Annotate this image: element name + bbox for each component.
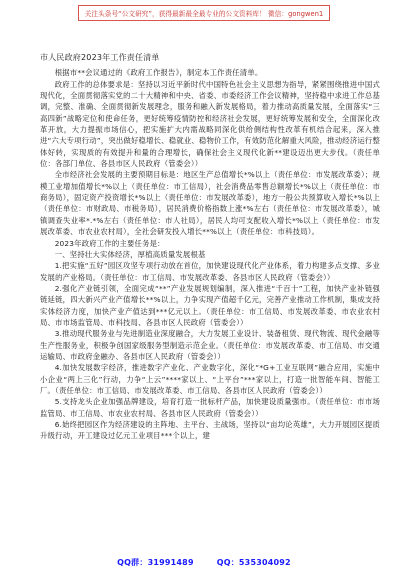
document-body (40, 52, 380, 442)
footer-qq-group: QQ群：31991489 (117, 558, 194, 567)
paragraph: 1.把实施“五好”园区攻坚专项行动放在首位，加快建设现代化产业体系，着力构建多点支撑、多业发展的产业格局。（责任单位：市工信局、市发展改革委、各县市区人民政府（管委会）） (40, 261, 380, 282)
section-heading: 一、坚持壮大实体经济，厚植高质量发展根基 (54, 249, 206, 259)
paragraph: 6.始终把园区作为经济建设的主阵地、主平台、主战场，坚持以“亩均论英雄”，大力开展园区提质升级行动，开工建设过亿元工业项目***个以上，建 (40, 420, 380, 441)
paragraph: 4.加快发展数字经济，推进数字产业化、产业数字化，深化“*G+工业互联网”融合应用，实施中小企业“两上三化”行动，力争“上云”****家以上、“上平台”***家以上，打造一批智能车间、智能工厂。（责任单位：市工信局、市发展改革委、市工信局、各县市区人民政府（管委会）） (40, 363, 380, 395)
document-title: 市人民政府2023年工作责任清单 (40, 53, 160, 62)
top-banner (0, 2, 408, 24)
footer-qq: QQ：535304092 (216, 558, 291, 567)
paragraph: 全市经济社会发展的主要预期目标是：地区生产总值增长*%以上（责任单位：市发展改革委）；规模工业增加值增长*%以上（责任单位：市工信局），社会消费品零售总额增长*%以上（责任单位：市商务局），固定资产投资增长*%以上（责任单位：市发展改革委），地方一般公共预算收入增长*%以上（责任单位：市财政局、市税务局），居民消费价格指数上涨*%左右（责任单位：市发展改革委），城镇调查失业率*.*%左右（责任单位：市人社局），居民人均可支配收入增长*%以上（责任单位：市发展改革委、市农业农村局），全社会研发投入增长**%以上（责任单位：市科技局）。 (40, 170, 380, 237)
banner-text: 关注头条号“公文研究”，获得最新最全最专业的公文资料库！ 微信：gongwen1 (78, 5, 331, 21)
paragraph: 根据市**会议通过的《政府工作报告》，制定本工作责任清单。 (54, 68, 263, 78)
paragraph: 3.推动现代服务业与先进制造业深度融合，大力发展工业设计、装备租赁、现代物流、现代金融等生产性服务业，积极争创国家级服务型制造示范企业。（责任单位：市发展改革委、市工信局、市交通运输局、市政府金融办、各县市区人民政府（管委会）） (40, 329, 380, 361)
paragraph: 政府工作的总体要求是：坚持以习近平新时代中国特色社会主义思想为指导，紧紧围绕推进中国式现代化，全面贯彻落实党的二十大精神和中央、省委、市委经济工作会议精神，坚持稳中求进工作总基调，完整、准确、全面贯彻新发展理念，服务和融入新发展格局，着力推动高质量发展，全面落实“三高四新”战略定位和使命任务，更好统筹疫情防控和经济社会发展，更好统筹发展和安全，全面深化改革开放，大力提振市场信心，把实施扩大内需战略同深化供给侧结构性改革有机结合起来，深入推进“六大专项行动”，突出做好稳增长、稳就业、稳物价工作，有效防范化解重大风险，推动经济运行整体好转，实现质的有效提升和量的合理增长，确保社会主义现代化新**建设迈出更大步伐。（责任单位：各部门单位、各县市区人民政府（管委会）） (40, 79, 380, 169)
paragraph: 5.支持龙头企业加强品牌建设，培育打造一批标杆产品，加快建设质量强市。（责任单位：市市场监管局、市工信局、市农业农村局、各县市区人民政府（管委会）） (40, 397, 380, 418)
paragraph: 2.强化产业链引领，全面完成“**”产业发展规划编制，深入推进“千百十”工程，加快产业补链强链延链，四大新兴产业产值增长**%以上，力争实现产值超千亿元，完善产业推动工作机制，集成支持实体经济力度，加快产业产值达到***亿元以上。（责任单位：市工信局、市发展改革委、市农业农村局、市市场监管局、市科技局、各县市区人民政府（管委会）） (40, 283, 380, 327)
footer (0, 557, 408, 568)
paragraph: 2023年政府工作的主要任务是： (54, 238, 165, 248)
